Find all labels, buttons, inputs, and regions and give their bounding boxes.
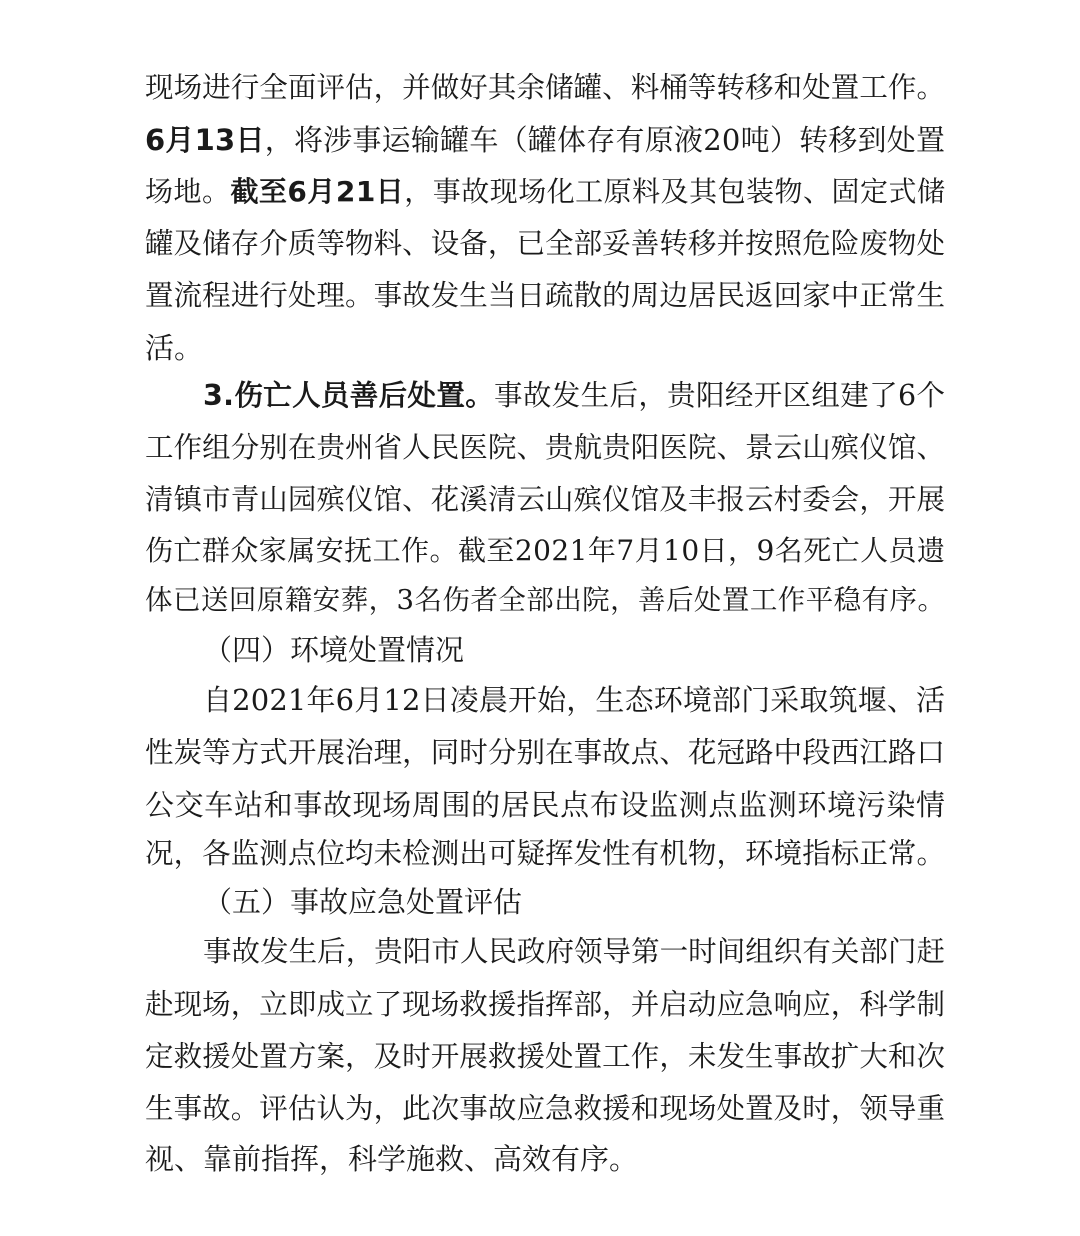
text-line	[145, 276, 945, 316]
text-line	[145, 834, 945, 874]
bold-date: 截至6月21日	[230, 175, 405, 208]
section-heading-text: （四）环境处置情况	[203, 633, 465, 667]
text-line	[145, 1089, 945, 1129]
section-heading-text: （五）事故应急处置评估	[203, 885, 523, 919]
text-line	[145, 580, 945, 620]
text-span: 定救援处置方案，及时开展救援处置工作，未发生事故扩大和次	[145, 1040, 946, 1073]
text-span: 视、靠前指挥，科学施救、高效有序。	[145, 1142, 639, 1176]
text-span: 体已送回原籍安葬，3名伤者全部出院，善后处置工作平稳有序。	[145, 584, 946, 616]
text-span: ，将涉事运输罐车（罐体存有原液20吨）转移到处置	[264, 123, 946, 157]
text-line	[145, 428, 945, 468]
bold-date: 6月13日	[145, 123, 265, 157]
text-span: 况，各监测点位均未检测出可疑挥发性有机物，环境指标正常。	[145, 837, 946, 870]
text-span: 事故发生后，贵阳经开区组建了6个	[494, 379, 946, 412]
text-line	[203, 932, 945, 972]
text-line	[145, 1139, 945, 1179]
text-line	[145, 785, 945, 825]
text-line	[203, 376, 945, 416]
text-span: 工作组分别在贵州省人民医院、贵航贵阳医院、景云山殡仪馆、	[145, 431, 946, 464]
text-span: 置流程进行处理。事故发生当日疏散的周边居民返回家中正常生	[145, 279, 946, 312]
text-span: 事故发生后，贵阳市人民政府领导第一时间组织有关部门赶	[203, 935, 946, 968]
paragraph-heading: 3.伤亡人员善后处置。	[203, 379, 495, 412]
text-span: 生事故。评估认为，此次事故应急救援和现场处置及时，领导重	[145, 1092, 946, 1125]
text-line	[145, 172, 945, 212]
text-line	[145, 531, 945, 571]
section-heading	[203, 630, 945, 670]
text-line	[145, 120, 945, 160]
text-line	[145, 985, 945, 1025]
text-line	[145, 68, 945, 108]
text-span: 伤亡群众家属安抚工作。截至2021年7月10日，9名死亡人员遗	[145, 534, 946, 567]
text-span: 活。	[145, 331, 204, 365]
text-span: 公交车站和事故现场周围的居民点布设监测点监测环境污染情	[145, 788, 946, 822]
text-line	[145, 733, 945, 773]
text-span: 自2021年6月12日凌晨开始，生态环境部门采取筑堰、活	[203, 683, 946, 717]
text-span: ，事故现场化工原料及其包装物、固定式储	[404, 175, 946, 208]
text-line	[145, 224, 945, 264]
text-span: 场地。	[145, 175, 231, 208]
text-line	[145, 1037, 945, 1077]
text-span: 罐及储存介质等物料、设备，已全部妥善转移并按照危险废物处	[145, 227, 946, 260]
section-heading	[203, 882, 945, 922]
text-span: 性炭等方式开展治理，同时分别在事故点、花冠路中段西江路口	[145, 736, 946, 769]
text-span: 现场进行全面评估，并做好其余储罐、料桶等转移和处置工作。	[145, 71, 946, 104]
text-line	[203, 680, 945, 720]
text-span: 清镇市青山园殡仪馆、花溪清云山殡仪馆及丰报云村委会，开展	[145, 483, 946, 516]
text-span: 赴现场，立即成立了现场救援指挥部，并启动应急响应，科学制	[145, 988, 946, 1021]
text-line	[145, 328, 945, 368]
text-line	[145, 480, 945, 520]
